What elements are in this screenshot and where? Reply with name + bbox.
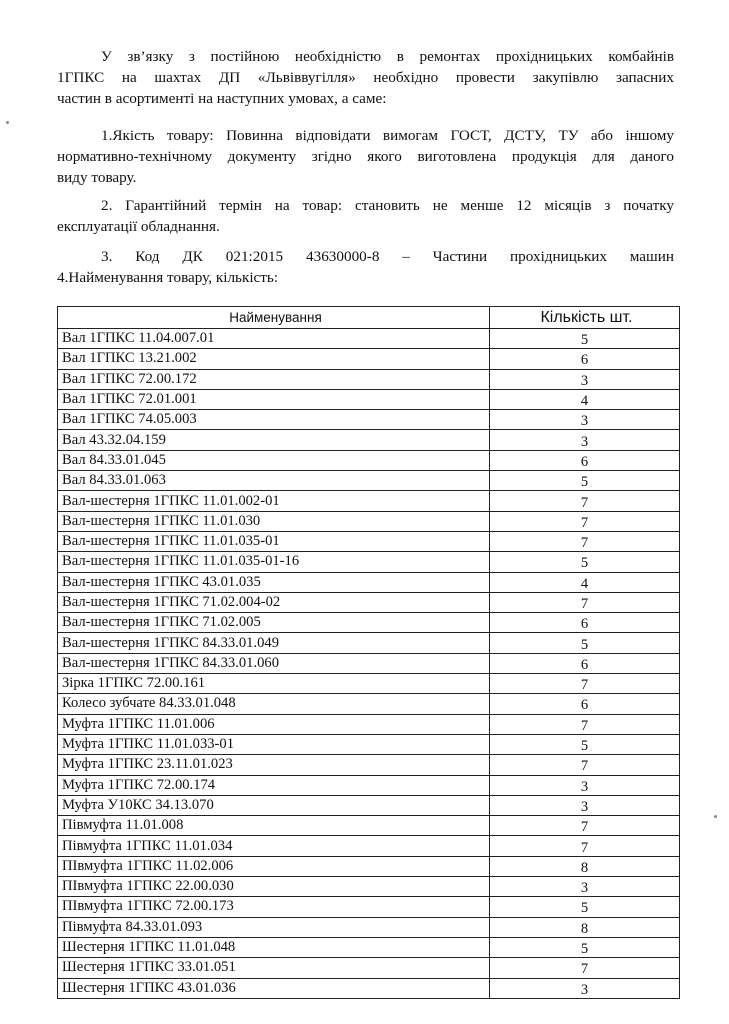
table-row [58,795,680,815]
warranty-line-2: експлуатації обладнання. [57,218,220,235]
table-row [58,633,680,653]
table-row [58,694,680,714]
item-name: Муфта 1ГПКС 23.11.01.023 [58,755,490,775]
item-quantity: 7 [490,592,680,612]
table-row [58,775,680,795]
table-row [58,937,680,957]
item-name: Вал-шестерня 1ГПКС 71.02.005 [58,613,490,633]
item-name: Півмуфта 11.01.008 [58,816,490,836]
code-line-1: 3. Код ДК 021:2015 43630000-8 – Частини прохідницьких машин [101,248,674,265]
margin-dot [714,815,717,818]
table-row [58,734,680,754]
item-name: Вал-шестерня 1ГПКС 71.02.004-02 [58,592,490,612]
table-row [58,450,680,470]
item-name: Вал-шестерня 1ГПКС 84.33.01.049 [58,633,490,653]
quality-line-2: нормативно-технічному документу згідно якого виготовлена продукція для даного [57,148,674,165]
table-row [58,978,680,998]
item-name: Вал-шестерня 1ГПКС 11.01.035-01 [58,531,490,551]
item-name: Вал-шестерня 1ГПКС 11.01.035-01-16 [58,552,490,572]
item-quantity: 5 [490,734,680,754]
table-row [58,674,680,694]
item-name: Шестерня 1ГПКС 33.01.051 [58,958,490,978]
item-quantity: 7 [490,958,680,978]
item-quantity: 6 [490,349,680,369]
item-name: Вал 43.32.04.159 [58,430,490,450]
item-quantity: 5 [490,633,680,653]
item-name: Вал 1ГПКС 13.21.002 [58,349,490,369]
items-table [57,306,680,999]
header-name: Найменування [58,307,490,329]
table-header-row [58,307,680,329]
item-quantity: 3 [490,877,680,897]
warranty-line-1: 2. Гарантійний термін на товар: становить не менше 12 місяців з початку [101,197,674,214]
item-quantity: 3 [490,775,680,795]
item-name: Вал 84.33.01.063 [58,471,490,491]
margin-dot [6,121,9,124]
item-quantity: 7 [490,836,680,856]
code-paragraph [57,246,674,288]
table-row [58,369,680,389]
item-name: Муфта У10КС 34.13.070 [58,795,490,815]
table-row [58,755,680,775]
item-name: ПІвмуфта 1ГПКС 72.00.173 [58,897,490,917]
item-name: Муфта 1ГПКС 11.01.006 [58,714,490,734]
item-quantity: 6 [490,694,680,714]
intro-paragraph [57,46,674,109]
item-name: Муфта 1ГПКС 11.01.033-01 [58,734,490,754]
item-name: Вал 1ГПКС 72.01.001 [58,389,490,409]
table-row [58,410,680,430]
item-quantity: 3 [490,795,680,815]
item-name: Зірка 1ГПКС 72.00.161 [58,674,490,694]
table-row [58,897,680,917]
item-quantity: 7 [490,674,680,694]
header-quantity: Кількість шт. [490,307,680,329]
table-body [58,329,680,999]
table-row [58,653,680,673]
item-name: Шестерня 1ГПКС 43.01.036 [58,978,490,998]
item-quantity: 5 [490,329,680,349]
intro-line-1: У зв’язку з постійною необхідністю в ремонтах прохідницьких комбайнів [101,48,674,65]
table-row [58,349,680,369]
item-name: Вал-шестерня 1ГПКС 43.01.035 [58,572,490,592]
item-quantity: 5 [490,471,680,491]
item-quantity: 5 [490,552,680,572]
table-row [58,389,680,409]
table-row [58,592,680,612]
table-row [58,531,680,551]
table-row [58,816,680,836]
table-row [58,552,680,572]
item-name: Вал 1ГПКС 74.05.003 [58,410,490,430]
quality-line-1: 1.Якість товару: Повинна відповідати вимогам ГОСТ, ДСТУ, ТУ або іншому [101,127,674,144]
item-name: Вал 84.33.01.045 [58,450,490,470]
item-quantity: 7 [490,714,680,734]
intro-line-3: частин в асортименті на наступних умовах, а саме: [57,90,387,107]
warranty-paragraph [57,195,674,237]
item-name: ПІвмуфта 1ГПКС 11.02.006 [58,856,490,876]
item-quantity: 3 [490,369,680,389]
item-name: Вал-шестерня 1ГПКС 11.01.002-01 [58,491,490,511]
item-name: Колесо зубчате 84.33.01.048 [58,694,490,714]
item-name: ПІвмуфта 1ГПКС 22.00.030 [58,877,490,897]
item-quantity: 4 [490,389,680,409]
table-row [58,613,680,633]
item-name: Півмуфта 84.33.01.093 [58,917,490,937]
intro-line-2: 1ГПКС на шахтах ДП «Львіввугілля» необхідно провести закупівлю запасних [57,69,674,86]
item-quantity: 7 [490,511,680,531]
table-row [58,836,680,856]
quality-line-3: виду товару. [57,169,137,186]
item-quantity: 7 [490,816,680,836]
table-row [58,329,680,349]
item-quantity: 7 [490,755,680,775]
table-row [58,917,680,937]
item-quantity: 8 [490,856,680,876]
item-name: Шестерня 1ГПКС 11.01.048 [58,937,490,957]
table-row [58,511,680,531]
table-row [58,958,680,978]
table-row [58,430,680,450]
table-row [58,856,680,876]
table-row [58,572,680,592]
item-name: Вал 1ГПКС 11.04.007.01 [58,329,490,349]
item-quantity: 3 [490,978,680,998]
table-row [58,714,680,734]
code-line-2: 4.Найменування товару, кількість: [57,269,279,286]
item-quantity: 6 [490,450,680,470]
item-quantity: 6 [490,613,680,633]
item-name: Вал 1ГПКС 72.00.172 [58,369,490,389]
item-quantity: 6 [490,653,680,673]
item-quantity: 3 [490,410,680,430]
table-row [58,877,680,897]
table-row [58,491,680,511]
item-quantity: 7 [490,531,680,551]
table-row [58,471,680,491]
item-quantity: 5 [490,937,680,957]
item-quantity: 7 [490,491,680,511]
item-name: Муфта 1ГПКС 72.00.174 [58,775,490,795]
item-quantity: 5 [490,897,680,917]
item-name: Вал-шестерня 1ГПКС 84.33.01.060 [58,653,490,673]
item-quantity: 3 [490,430,680,450]
item-name: Півмуфта 1ГПКС 11.01.034 [58,836,490,856]
item-quantity: 8 [490,917,680,937]
quality-paragraph [57,125,674,188]
item-name: Вал-шестерня 1ГПКС 11.01.030 [58,511,490,531]
item-quantity: 4 [490,572,680,592]
